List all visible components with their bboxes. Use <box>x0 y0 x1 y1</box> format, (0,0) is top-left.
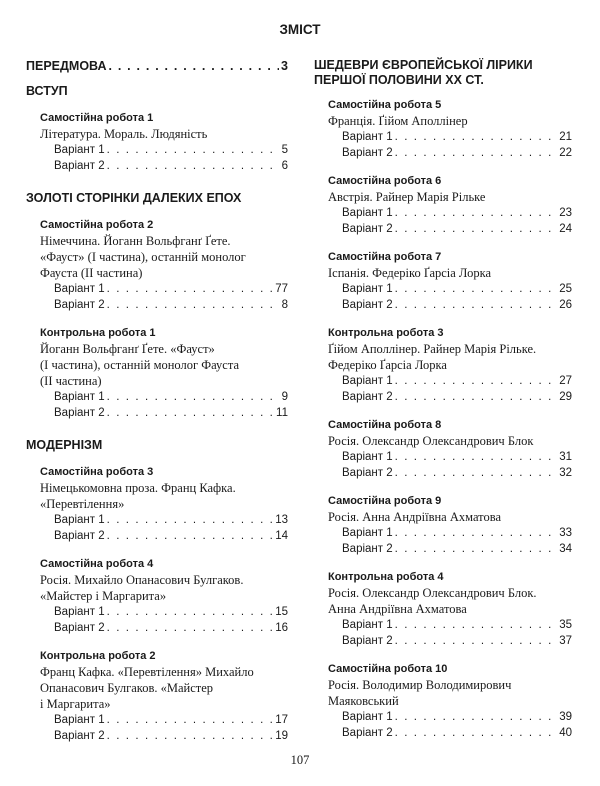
toc-left-column <box>26 58 288 761</box>
variant-page: 32 <box>559 467 572 479</box>
variant-page: 33 <box>559 527 572 539</box>
leader-dots <box>107 528 274 544</box>
variant-entry[interactable] <box>314 525 572 541</box>
toc-work-group <box>26 649 288 744</box>
work-heading: Контрольна робота 3 <box>328 327 444 339</box>
work-description: Росія. Олександр Олександрович Блок. Анна Андріївна Ахматова <box>328 586 537 616</box>
variant-entry[interactable] <box>314 281 572 297</box>
work-description: Росія. Володимир Володимирович Маяковський <box>328 678 512 708</box>
variant-label: Варіант 1 <box>342 131 393 143</box>
variant-label: Варіант 2 <box>54 730 105 742</box>
variant-label: Варіант 1 <box>342 283 393 295</box>
work-heading: Контрольна робота 2 <box>40 650 156 662</box>
leader-dots <box>395 633 558 649</box>
leader-dots <box>395 525 558 541</box>
toc-work-group <box>314 98 572 161</box>
work-heading: Самостійна робота 6 <box>328 175 442 187</box>
variant-entry[interactable] <box>26 158 288 174</box>
leader-dots <box>107 142 280 158</box>
variant-label: Варіант 2 <box>54 407 105 419</box>
work-description: Німецькомовна проза. Франц Кафка. «Перевтілення» <box>40 481 236 511</box>
leader-dots <box>395 389 558 405</box>
preface-page: 3 <box>281 59 288 73</box>
variant-page: 21 <box>559 131 572 143</box>
variant-page: 11 <box>276 407 288 419</box>
variant-page: 19 <box>275 730 288 742</box>
variant-page: 29 <box>559 391 572 403</box>
variant-page: 40 <box>559 727 572 739</box>
variant-page: 25 <box>559 283 572 295</box>
leader-dots <box>395 145 558 161</box>
variant-page: 27 <box>559 375 572 387</box>
work-description: Ґійом Аполлінер. Райнер Марія Рільке. Федеріко Ґарсіа Лорка <box>328 342 537 372</box>
variant-label: Варіант 2 <box>342 467 393 479</box>
work-description: Австрія. Райнер Марія Рільке <box>328 190 486 204</box>
toc-work-group <box>314 174 572 237</box>
work-heading: Самостійна робота 1 <box>40 112 154 124</box>
toc-work-group <box>26 326 288 421</box>
variant-page: 34 <box>559 543 572 555</box>
preface-entry[interactable] <box>26 58 288 74</box>
variant-entry[interactable] <box>314 205 572 221</box>
variant-label: Варіант 1 <box>342 375 393 387</box>
variant-page: 31 <box>559 451 572 463</box>
variant-entry[interactable] <box>26 389 288 405</box>
toc-work-group <box>314 494 572 557</box>
variant-label: Варіант 1 <box>54 514 105 526</box>
variant-entry[interactable] <box>26 620 288 636</box>
variant-label: Варіант 2 <box>342 391 393 403</box>
leader-dots <box>107 620 274 636</box>
variant-label: Варіант 1 <box>342 527 393 539</box>
work-description: Росія. Михайло Опанасович Булгаков. «Майстер і Маргарита» <box>40 573 244 603</box>
variant-page: 9 <box>281 391 288 403</box>
page-title: ЗМІСТ <box>279 22 321 37</box>
leader-dots <box>107 281 274 297</box>
leader-dots <box>107 405 274 421</box>
section-title: МОДЕРНІЗМ <box>26 438 103 452</box>
work-heading: Самостійна робота 8 <box>328 419 442 431</box>
leader-dots <box>395 221 558 237</box>
work-description: Німеччина. Йоганн Вольфганґ Ґете. «Фауст» (I частина), останній монолог Фауста (II частина) <box>40 234 246 280</box>
variant-entry[interactable] <box>314 389 572 405</box>
variant-entry[interactable] <box>314 297 572 313</box>
variant-label: Варіант 2 <box>342 147 393 159</box>
variant-entry[interactable] <box>314 465 572 481</box>
variant-page: 77 <box>275 283 288 295</box>
variant-page: 17 <box>275 714 288 726</box>
variant-entry[interactable] <box>26 712 288 728</box>
leader-dots <box>107 728 274 744</box>
variant-entry[interactable] <box>314 221 572 237</box>
variant-entry[interactable] <box>314 709 572 725</box>
variant-label: Варіант 1 <box>342 451 393 463</box>
leader-dots <box>107 604 274 620</box>
leader-dots <box>395 709 558 725</box>
variant-label: Варіант 1 <box>342 207 393 219</box>
leader-dots <box>395 129 558 145</box>
variant-page: 6 <box>281 160 288 172</box>
work-description: Іспанія. Федеріко Ґарсіа Лорка <box>328 266 492 280</box>
toc-work-group <box>26 111 288 174</box>
toc-work-group <box>314 662 572 741</box>
leader-dots <box>395 465 558 481</box>
leader-dots <box>395 205 558 221</box>
variant-label: Варіант 2 <box>342 543 393 555</box>
leader-dots <box>395 281 558 297</box>
section-title: ШЕДЕВРИ ЄВРОПЕЙСЬКОЇ ЛІРИКИ ПЕРШОЇ ПОЛОВИНИ XX СТ. <box>314 58 533 87</box>
variant-label: Варіант 2 <box>54 160 105 172</box>
work-heading: Самостійна робота 9 <box>328 495 442 507</box>
work-description: Росія. Олександр Олександрович Блок <box>328 434 534 448</box>
work-heading: Самостійна робота 4 <box>40 558 154 570</box>
variant-label: Варіант 2 <box>342 223 393 235</box>
variant-entry[interactable] <box>26 528 288 544</box>
variant-label: Варіант 2 <box>342 727 393 739</box>
variant-page: 14 <box>275 530 288 542</box>
work-heading: Самостійна робота 3 <box>40 466 154 478</box>
variant-page: 22 <box>559 147 572 159</box>
work-description: Росія. Анна Андріївна Ахматова <box>328 510 501 524</box>
leader-dots <box>107 297 280 313</box>
variant-label: Варіант 2 <box>342 299 393 311</box>
variant-label: Варіант 1 <box>54 391 105 403</box>
variant-label: Варіант 1 <box>342 711 393 723</box>
variant-page: 37 <box>559 635 572 647</box>
variant-entry[interactable] <box>314 617 572 633</box>
variant-label: Варіант 1 <box>54 144 105 156</box>
variant-entry[interactable] <box>314 449 572 465</box>
variant-label: Варіант 1 <box>54 714 105 726</box>
toc-work-group <box>26 557 288 636</box>
toc-work-group <box>314 326 572 405</box>
leader-dots <box>395 373 558 389</box>
leader-dots <box>108 58 279 74</box>
toc-right-column <box>314 58 572 754</box>
variant-entry[interactable] <box>26 512 288 528</box>
work-heading: Самостійна робота 7 <box>328 251 442 263</box>
variant-label: Варіант 1 <box>54 606 105 618</box>
leader-dots <box>395 617 558 633</box>
variant-entry[interactable] <box>314 373 572 389</box>
variant-page: 8 <box>281 299 288 311</box>
variant-page: 39 <box>559 711 572 723</box>
variant-entry[interactable] <box>314 541 572 557</box>
leader-dots <box>395 725 558 741</box>
section-title: ВСТУП <box>26 84 68 98</box>
work-heading: Самостійна робота 2 <box>40 219 154 231</box>
variant-entry[interactable] <box>314 129 572 145</box>
variant-page: 13 <box>275 514 288 526</box>
toc-work-group <box>314 570 572 649</box>
toc-work-group <box>26 465 288 544</box>
work-description: Франц Кафка. «Перевтілення» Михайло Опанасович Булгаков. «Майстер і Маргарита» <box>40 665 254 711</box>
leader-dots <box>395 449 558 465</box>
variant-label: Варіант 2 <box>54 530 105 542</box>
leader-dots <box>107 512 274 528</box>
variant-entry[interactable] <box>26 728 288 744</box>
leader-dots <box>395 297 558 313</box>
work-heading: Самостійна робота 10 <box>328 663 448 675</box>
variant-page: 5 <box>281 144 288 156</box>
page-number: 107 <box>290 753 310 767</box>
leader-dots <box>107 158 280 174</box>
variant-page: 24 <box>559 223 572 235</box>
variant-label: Варіант 1 <box>342 619 393 631</box>
section-title: ЗОЛОТІ СТОРІНКИ ДАЛЕКИХ ЕПОХ <box>26 191 242 205</box>
variant-entry[interactable] <box>26 405 288 421</box>
work-heading: Самостійна робота 5 <box>328 99 442 111</box>
variant-label: Варіант 2 <box>54 622 105 634</box>
work-description: Література. Мораль. Людяність <box>40 127 208 141</box>
variant-entry[interactable] <box>314 633 572 649</box>
leader-dots <box>107 389 280 405</box>
variant-page: 16 <box>275 622 288 634</box>
variant-entry[interactable] <box>26 142 288 158</box>
toc-work-group <box>26 218 288 313</box>
leader-dots <box>107 712 274 728</box>
work-description: Франція. Ґійом Аполлінер <box>328 114 468 128</box>
variant-entry[interactable] <box>26 297 288 313</box>
work-heading: Контрольна робота 1 <box>40 327 156 339</box>
leader-dots <box>395 541 558 557</box>
variant-page: 26 <box>559 299 572 311</box>
variant-page: 35 <box>559 619 572 631</box>
variant-entry[interactable] <box>314 725 572 741</box>
variant-page: 15 <box>275 606 288 618</box>
work-heading: Контрольна робота 4 <box>328 571 444 583</box>
toc-work-group <box>314 250 572 313</box>
variant-page: 23 <box>559 207 572 219</box>
work-description: Йоганн Вольфганґ Ґете. «Фауст» (I частина), останній монолог Фауста (II частина) <box>40 342 239 388</box>
variant-label: Варіант 2 <box>54 299 105 311</box>
toc-work-group <box>314 418 572 481</box>
variant-entry[interactable] <box>26 604 288 620</box>
variant-entry[interactable] <box>314 145 572 161</box>
variant-label: Варіант 1 <box>54 283 105 295</box>
variant-entry[interactable] <box>26 281 288 297</box>
preface-label: ПЕРЕДМОВА <box>26 59 107 73</box>
variant-label: Варіант 2 <box>342 635 393 647</box>
